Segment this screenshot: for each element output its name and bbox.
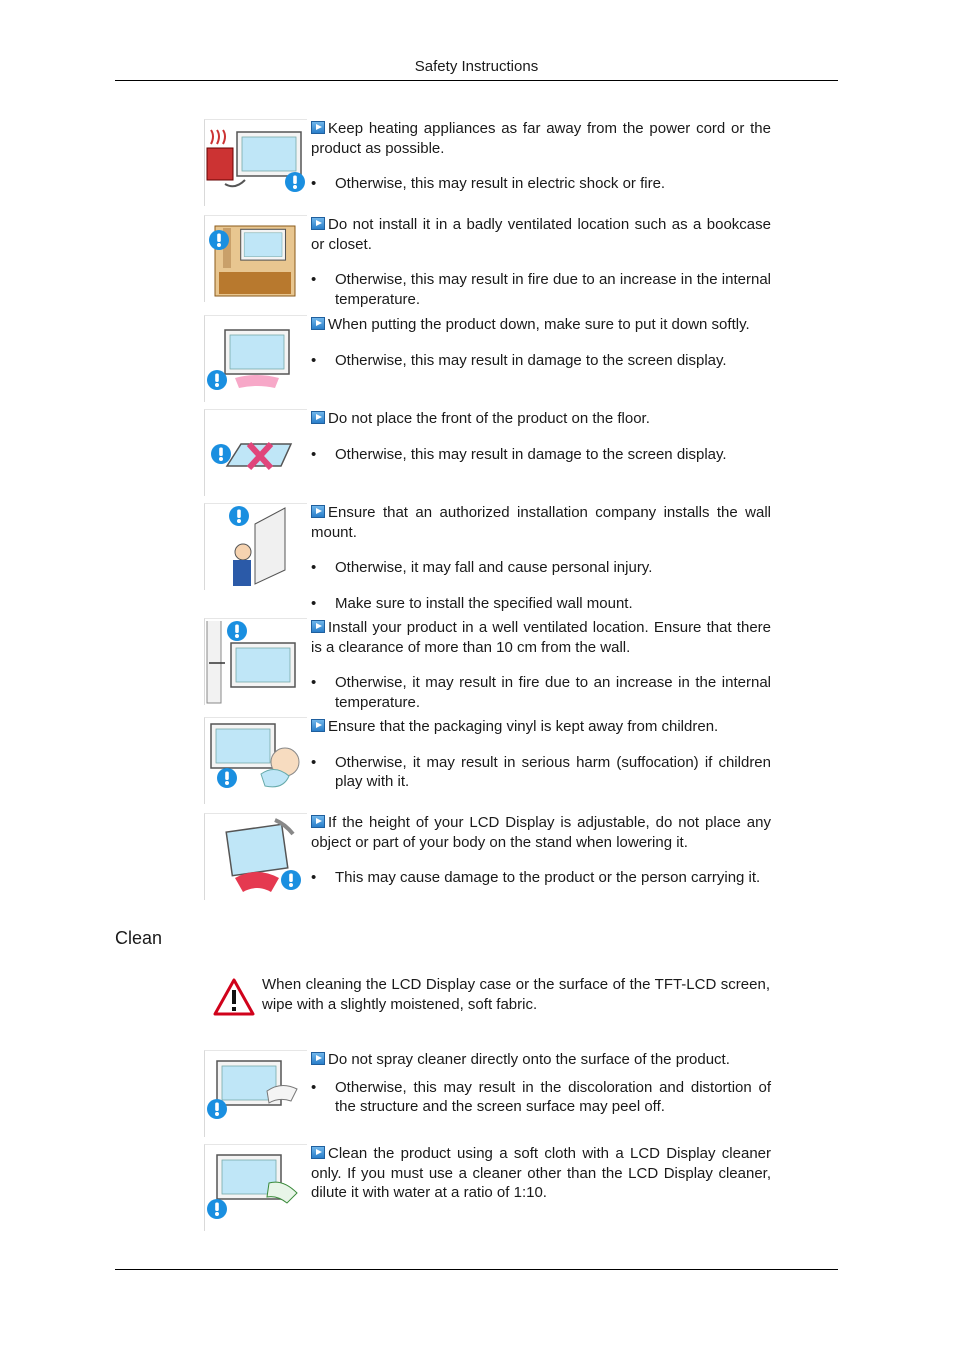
caution-triangle-icon: [212, 977, 256, 1017]
face-down-illustration: [204, 409, 307, 496]
bullet-text: Otherwise, it may fall and cause personal injury.: [335, 559, 653, 576]
cloth-illustration: [204, 1144, 307, 1231]
arrow-marker-icon: [311, 815, 325, 828]
bullet-text: Otherwise, it may result in serious harm (suffocation) if children play with it.: [335, 753, 771, 790]
arrow-marker-icon: [311, 1052, 325, 1065]
bullet-icon: •: [311, 351, 317, 369]
heater-illustration: [204, 119, 307, 206]
bullet-text: Otherwise, this may result in electric shock or fire.: [335, 175, 666, 192]
item-text: If the height of your LCD Display is adjustable, do not place any object or part of your body on the stand when lowering it.: [311, 814, 771, 851]
bookcase-illustration: [204, 215, 307, 302]
bullet-text: This may cause damage to the product or the person carrying it.: [335, 869, 761, 886]
child-vinyl-illustration: [204, 717, 307, 804]
item-text: Do not spray cleaner directly onto the surface of the product.: [328, 1051, 730, 1068]
item-text: Clean the product using a soft cloth with a LCD Display cleaner only. If you must use a cleaner other than the LCD Display cleaner, dilute it with water at a ratio of 1:10.: [311, 1145, 771, 1201]
stand-illustration: [204, 813, 307, 900]
bullet-icon: •: [311, 594, 317, 612]
item-text: Install your product in a well ventilated location. Ensure that there is a clearance of more than 10 cm from the wall.: [311, 619, 771, 656]
spray-illustration: [204, 1050, 307, 1137]
page-header: Safety Instructions: [414, 58, 539, 75]
arrow-marker-icon: [311, 317, 325, 330]
arrow-marker-icon: [311, 411, 325, 424]
arrow-marker-icon: [311, 620, 325, 633]
bullet-icon: •: [311, 559, 317, 576]
bullet-text: Otherwise, this may result in damage to the screen display.: [335, 351, 727, 369]
arrow-marker-icon: [311, 505, 325, 518]
bullet-icon: •: [311, 1078, 317, 1096]
bullet-icon: •: [311, 271, 317, 288]
item-text: Do not install it in a badly ventilated location such as a bookcase or closet.: [311, 216, 771, 253]
bullet-icon: •: [311, 869, 317, 886]
item-text: Ensure that an authorized installation company installs the wall mount.: [311, 504, 771, 541]
installer-illustration: [204, 503, 307, 590]
bullet-text: Otherwise, this may result in damage to the screen display.: [335, 445, 727, 463]
clearance-illustration: [204, 618, 307, 705]
section-title-clean: Clean: [115, 928, 163, 948]
item-text: Keep heating appliances as far away from the power cord or the product as possible.: [311, 120, 771, 157]
arrow-marker-icon: [311, 121, 325, 134]
arrow-marker-icon: [311, 217, 325, 230]
arrow-marker-icon: [311, 1146, 325, 1159]
bullet-icon: •: [311, 753, 317, 771]
item-text: Ensure that the packaging vinyl is kept away from children.: [328, 718, 719, 735]
bullet-text: Otherwise, this may result in fire due to an increase in the internal temperature.: [335, 271, 771, 308]
header-rule: [115, 80, 838, 81]
caution-text: When cleaning the LCD Display case or the surface of the TFT-LCD screen, wipe with a slightly moistened, soft fabric.: [262, 976, 770, 1013]
item-text: Do not place the front of the product on the floor.: [328, 410, 650, 427]
bullet-icon: •: [311, 445, 317, 463]
bullet-text: Otherwise, this may result in the discoloration and distortion of the structure and the screen surface may peel off.: [335, 1078, 771, 1115]
arrow-marker-icon: [311, 719, 325, 732]
footer-rule: [115, 1269, 838, 1270]
bullet-text: Otherwise, it may result in fire due to an increase in the internal temperature.: [335, 674, 771, 711]
bullet-icon: •: [311, 175, 317, 192]
putting-down-illustration: [204, 315, 307, 402]
bullet-icon: •: [311, 674, 317, 691]
item-text: When putting the product down, make sure to put it down softly.: [328, 316, 750, 333]
bullet-text: Make sure to install the specified wall mount.: [335, 594, 633, 612]
